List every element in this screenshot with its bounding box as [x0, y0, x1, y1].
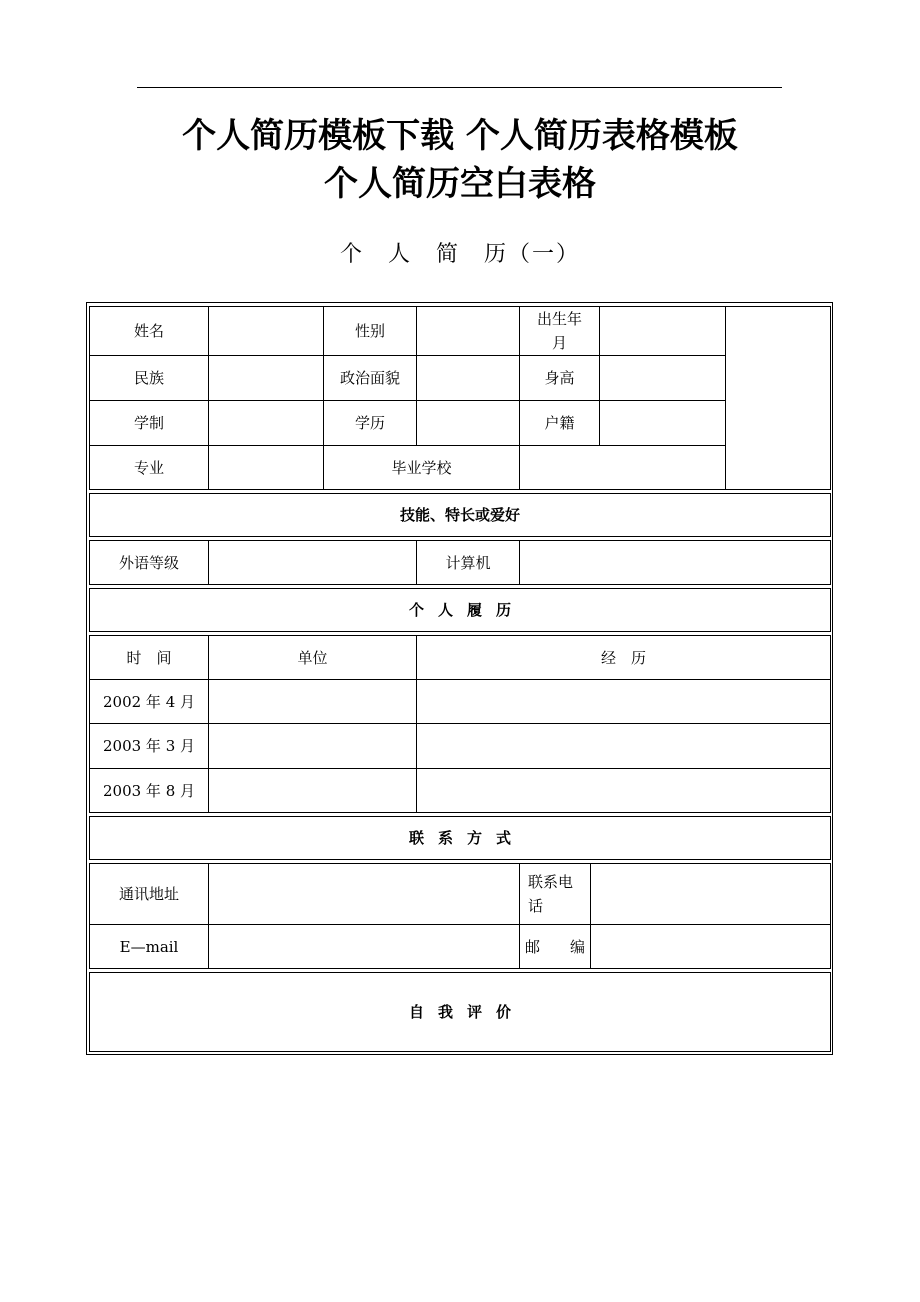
phone-label: 联系电话 — [519, 863, 591, 925]
zip-field[interactable] — [590, 924, 831, 969]
ethnicity-label: 民族 — [89, 355, 209, 401]
schooling-field[interactable] — [208, 400, 324, 446]
skills-heading: 技能、特长或爱好 — [89, 493, 831, 537]
address-field[interactable] — [208, 863, 520, 925]
history-row-unit-field[interactable] — [208, 679, 417, 724]
gender-label: 性别 — [323, 306, 417, 356]
political-status-field[interactable] — [416, 355, 520, 401]
history-row-experience-field[interactable] — [416, 768, 831, 813]
computer-field[interactable] — [519, 540, 831, 585]
hukou-field[interactable] — [599, 400, 726, 446]
gender-field[interactable] — [416, 306, 520, 356]
address-label: 通讯地址 — [89, 863, 209, 925]
history-row-time: 2003 年 8 月 — [89, 768, 209, 813]
history-col-unit: 单位 — [208, 635, 417, 680]
birth-field[interactable] — [599, 306, 726, 356]
history-heading: 个人履历 — [89, 588, 831, 632]
computer-label: 计算机 — [416, 540, 520, 585]
history-row-time: 2002 年 4 月 — [89, 679, 209, 724]
self-evaluation-box[interactable] — [89, 972, 831, 1052]
history-row-unit-field[interactable] — [208, 723, 417, 769]
ethnicity-field[interactable] — [208, 355, 324, 401]
self-evaluation-heading: 自我评价 — [408, 1003, 525, 1021]
name-field[interactable] — [208, 306, 324, 356]
education-field[interactable] — [416, 400, 520, 446]
history-row-unit-field[interactable] — [208, 768, 417, 813]
major-label: 专业 — [89, 445, 209, 490]
name-label: 姓名 — [89, 306, 209, 356]
top-rule — [137, 87, 782, 88]
photo-box[interactable] — [725, 306, 831, 490]
education-label: 学历 — [323, 400, 417, 446]
school-label: 毕业学校 — [323, 445, 520, 490]
history-col-experience: 经 历 — [416, 635, 831, 680]
school-field[interactable] — [519, 445, 726, 490]
doc-title-line1: 个人简历模板下载 个人简历表格模板 — [182, 116, 738, 156]
email-label: E—mail — [89, 924, 209, 969]
contact-heading: 联系方式 — [89, 816, 831, 860]
history-row-time: 2003 年 3 月 — [89, 723, 209, 769]
form-subtitle: 个 人 简 历（一） — [339, 242, 580, 267]
birth-label: 出生年月 — [519, 306, 600, 356]
language-level-field[interactable] — [208, 540, 417, 585]
major-field[interactable] — [208, 445, 324, 490]
political-status-label: 政治面貌 — [323, 355, 417, 401]
history-row-experience-field[interactable] — [416, 723, 831, 769]
history-col-time: 时 间 — [89, 635, 209, 680]
email-field[interactable] — [208, 924, 520, 969]
language-level-label: 外语等级 — [89, 540, 209, 585]
phone-field[interactable] — [590, 863, 831, 925]
doc-title-line2: 个人简历空白表格 — [324, 164, 596, 204]
schooling-label: 学制 — [89, 400, 209, 446]
hukou-label: 户籍 — [519, 400, 600, 446]
height-label: 身高 — [519, 355, 600, 401]
history-row-experience-field[interactable] — [416, 679, 831, 724]
zip-label: 邮 编 — [519, 924, 591, 969]
height-field[interactable] — [599, 355, 726, 401]
